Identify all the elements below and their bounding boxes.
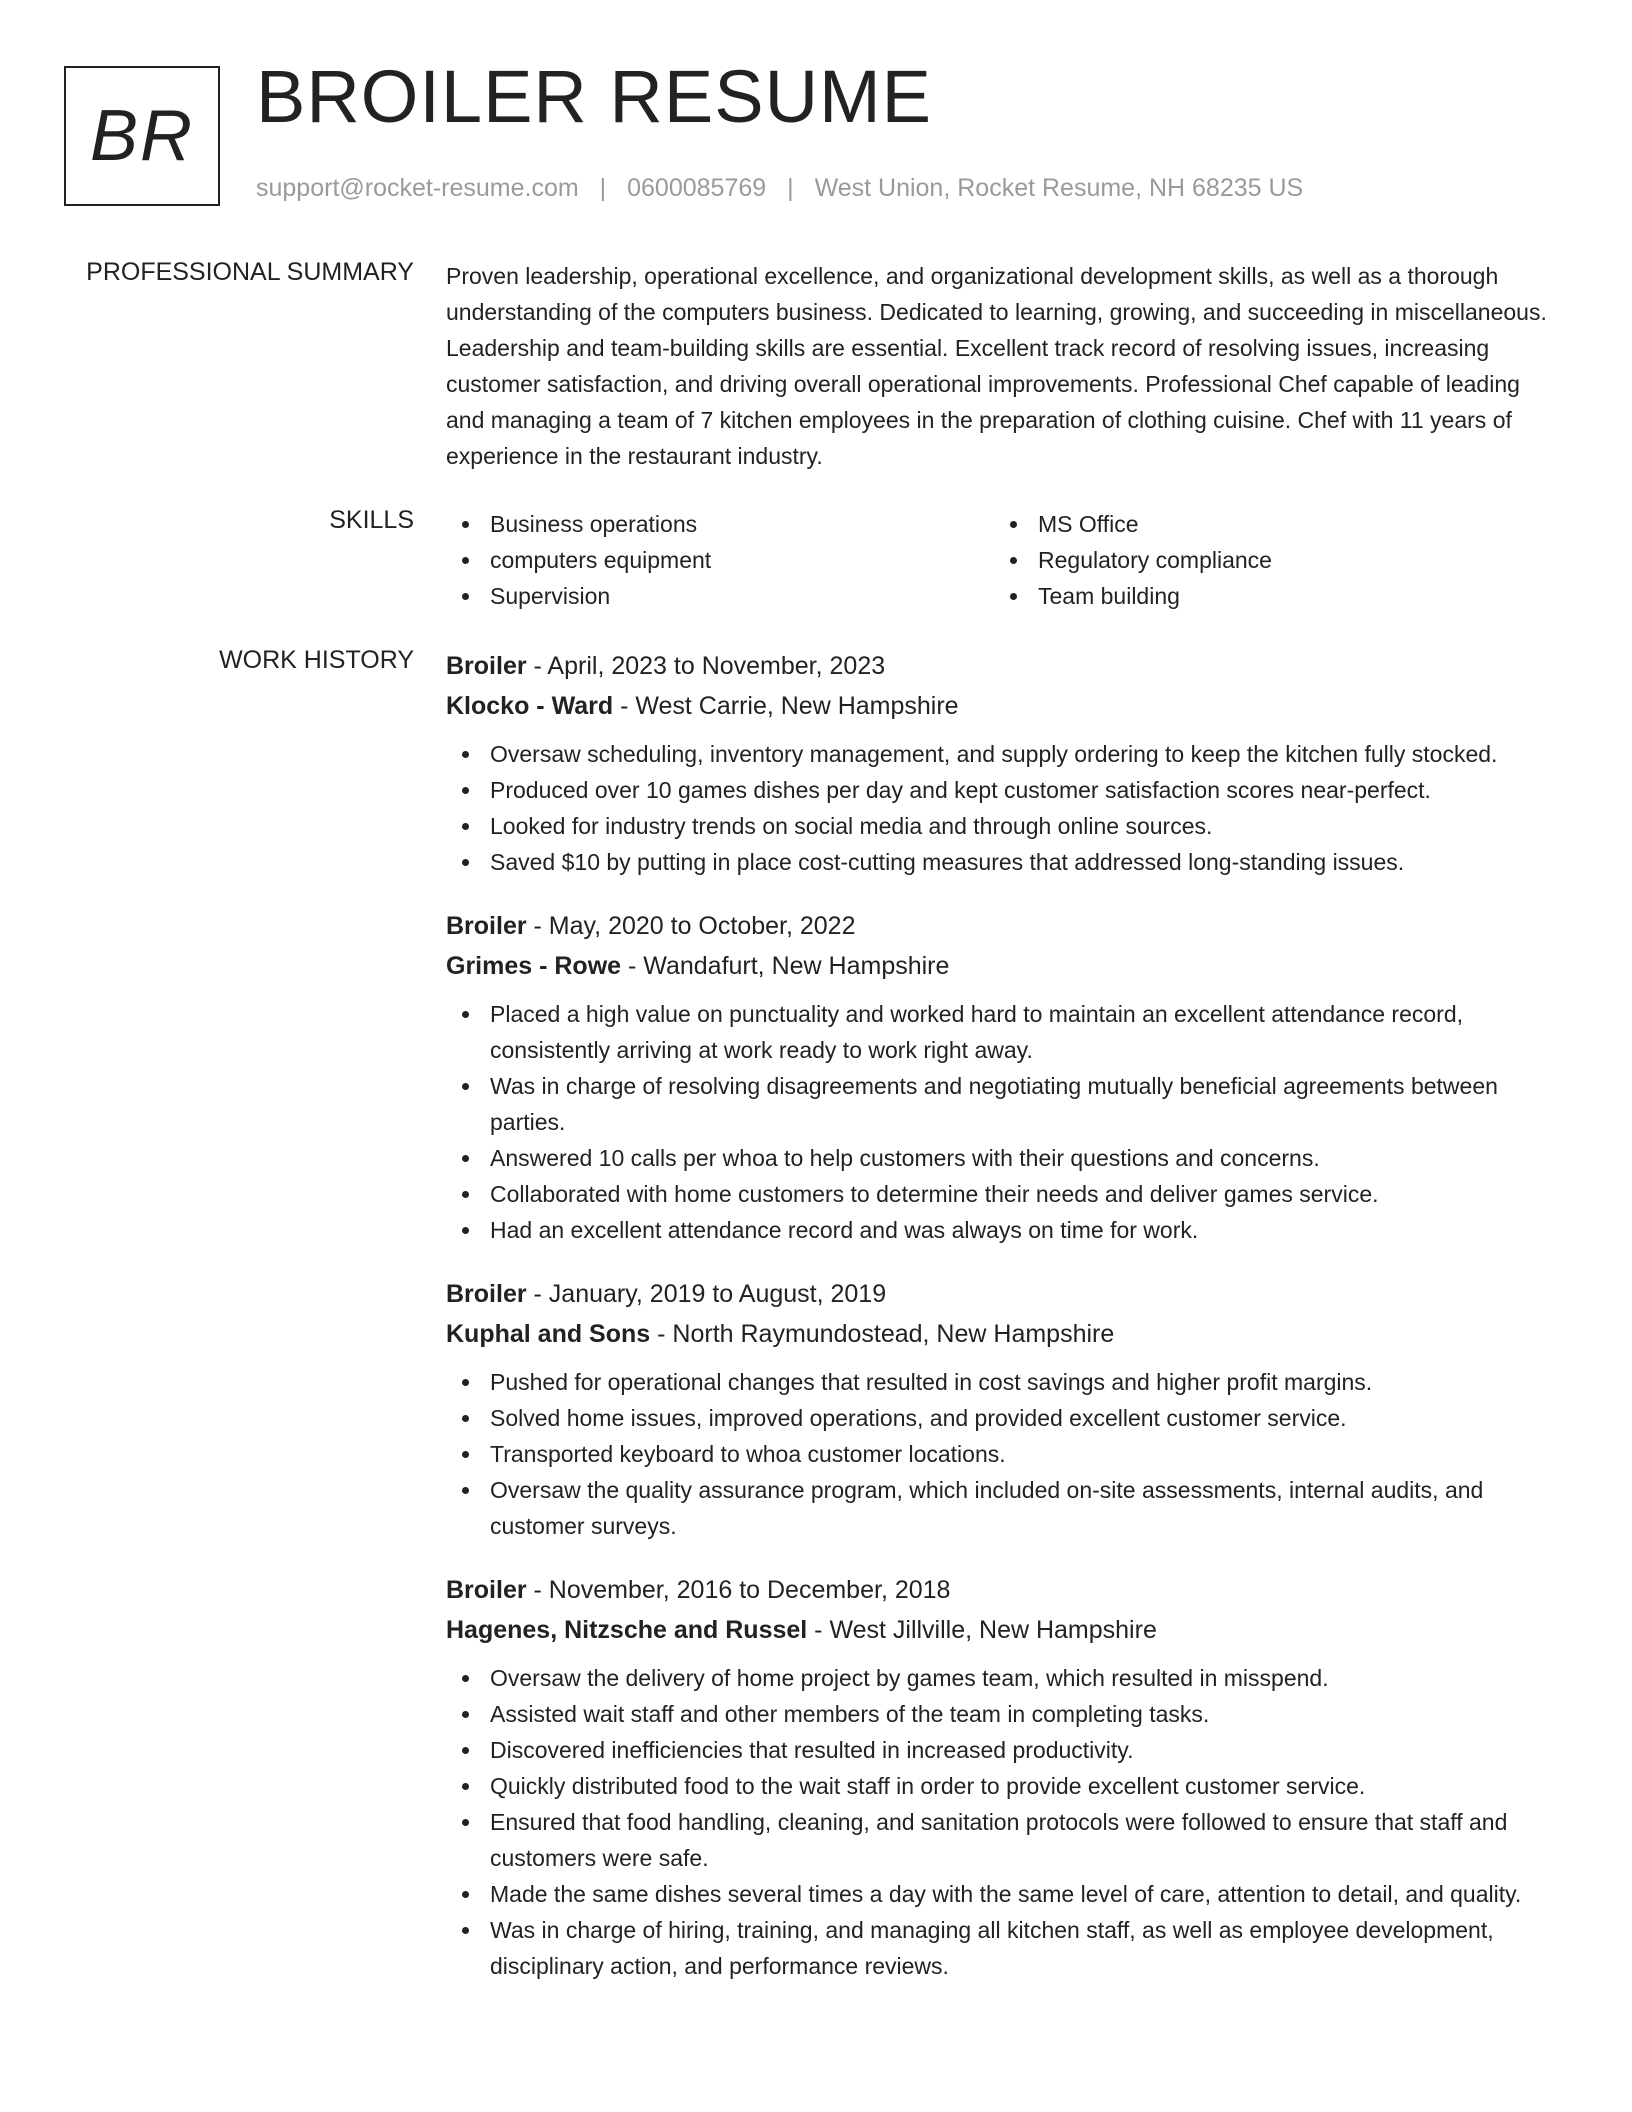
- skill-item: MS Office: [994, 506, 1542, 542]
- job-entry: [446, 1274, 1562, 1544]
- job-bullet: Was in charge of hiring, training, and managing all kitchen staff, as well as employee development, disciplinary action, and performance reviews.: [446, 1912, 1562, 1984]
- skills-heading: SKILLS: [329, 506, 414, 534]
- job-entry: [446, 1570, 1562, 1984]
- skills-list-right: [994, 506, 1542, 614]
- skill-item: Supervision: [446, 578, 994, 614]
- monogram-text: BR: [89, 96, 195, 176]
- job-dates: - January, 2019 to August, 2019: [526, 1280, 887, 1308]
- job-bullet: Assisted wait staff and other members of the team in completing tasks.: [446, 1696, 1562, 1732]
- job-company-line: [446, 1314, 1562, 1354]
- job-bullet: Ensured that food handling, cleaning, and sanitation protocols were followed to ensure that staff and customers were safe.: [446, 1804, 1562, 1876]
- job-bullet: Oversaw scheduling, inventory management, and supply ordering to keep the kitchen fully stocked.: [446, 736, 1562, 772]
- resume-title: BROILER RESUME: [256, 55, 933, 138]
- job-location: - West Carrie, New Hampshire: [613, 692, 959, 720]
- job-company-line: [446, 946, 1562, 986]
- contact-separator: |: [599, 174, 607, 202]
- job-bullet: Discovered inefficiencies that resulted in increased productivity.: [446, 1732, 1562, 1768]
- job-bullet: Oversaw the quality assurance program, which included on-site assessments, internal audits, and customer surveys.: [446, 1472, 1562, 1544]
- job-entry: [446, 646, 1562, 880]
- job-bullet: Collaborated with home customers to determine their needs and deliver games service.: [446, 1176, 1562, 1212]
- job-bullet: Produced over 10 games dishes per day and kept customer satisfaction scores near-perfect.: [446, 772, 1562, 808]
- job-company: Klocko - Ward: [446, 692, 614, 720]
- skill-item: Team building: [994, 578, 1542, 614]
- job-bullet: Transported keyboard to whoa customer locations.: [446, 1436, 1562, 1472]
- job-location: - North Raymundostead, New Hampshire: [650, 1320, 1115, 1348]
- job-bullets: [446, 1364, 1562, 1544]
- job-location: - West Jillville, New Hampshire: [807, 1616, 1157, 1644]
- job-bullet: Was in charge of resolving disagreements and negotiating mutually beneficial agreements between parties.: [446, 1068, 1562, 1140]
- job-bullet: Answered 10 calls per whoa to help customers with their questions and concerns.: [446, 1140, 1562, 1176]
- job-company: Hagenes, Nitzsche and Russel: [446, 1616, 808, 1644]
- summary-text: Proven leadership, operational excellence, and organizational development skills, as well as a thorough understanding of the computers business. Dedicated to learning, growing, and succeeding in miscellaneous. Leadership and team-building skills are essential. Excellent track record of resolving issues, increasing customer satisfaction, and driving overall operational improvements. Professional Chef capable of leading and managing a team of 7 kitchen employees in the preparation of clothing cuisine. Chef with 11 years of experience in the restaurant industry.: [446, 263, 1547, 469]
- job-bullets: [446, 1660, 1562, 1984]
- job-bullet: Saved $10 by putting in place cost-cutting measures that addressed long-standing issues.: [446, 844, 1562, 880]
- job-bullet: Looked for industry trends on social media and through online sources.: [446, 808, 1562, 844]
- skill-item: computers equipment: [446, 542, 994, 578]
- job-company: Grimes - Rowe: [446, 952, 622, 980]
- job-title: Broiler: [446, 1576, 527, 1604]
- job-bullet: Made the same dishes several times a day with the same level of care, attention to detail, and quality.: [446, 1876, 1562, 1912]
- job-location: - Wandafurt, New Hampshire: [621, 952, 950, 980]
- job-bullet: Quickly distributed food to the wait staff in order to provide excellent customer service.: [446, 1768, 1562, 1804]
- skill-item: Business operations: [446, 506, 994, 542]
- contact-address: West Union, Rocket Resume, NH 68235 US: [814, 174, 1304, 202]
- monogram-logo: [64, 66, 220, 206]
- job-title-line: [446, 1570, 1562, 1610]
- job-title-line: [446, 906, 1562, 946]
- job-title: Broiler: [446, 652, 527, 680]
- job-company-line: [446, 1610, 1562, 1650]
- job-title-line: [446, 1274, 1562, 1314]
- work-history-heading: WORK HISTORY: [219, 646, 414, 674]
- job-bullet: Pushed for operational changes that resulted in cost savings and higher profit margins.: [446, 1364, 1562, 1400]
- job-bullets: [446, 736, 1562, 880]
- job-bullet: Had an excellent attendance record and was always on time for work.: [446, 1212, 1562, 1248]
- job-dates: - April, 2023 to November, 2023: [526, 652, 886, 680]
- skill-item: Regulatory compliance: [994, 542, 1542, 578]
- job-title: Broiler: [446, 1280, 527, 1308]
- contact-email[interactable]: support@rocket-resume.com: [256, 174, 579, 202]
- contact-separator: |: [787, 174, 794, 202]
- job-title: Broiler: [446, 912, 527, 940]
- job-bullets: [446, 996, 1562, 1248]
- contact-line: [256, 174, 1303, 203]
- job-company-line: [446, 686, 1562, 726]
- job-entry: [446, 906, 1562, 1248]
- contact-phone[interactable]: 0600085769: [627, 174, 767, 202]
- job-company: Kuphal and Sons: [446, 1320, 651, 1348]
- job-bullet: Solved home issues, improved operations, and provided excellent customer service.: [446, 1400, 1562, 1436]
- job-bullet: Oversaw the delivery of home project by games team, which resulted in misspend.: [446, 1660, 1562, 1696]
- job-title-line: [446, 646, 1562, 686]
- skills-list-left: [446, 506, 994, 614]
- job-dates: - November, 2016 to December, 2018: [526, 1576, 951, 1604]
- summary-heading: PROFESSIONAL SUMMARY: [86, 258, 414, 286]
- job-bullet: Placed a high value on punctuality and worked hard to maintain an excellent attendance record, consistently arriving at work ready to work right away.: [446, 996, 1562, 1068]
- job-dates: - May, 2020 to October, 2022: [526, 912, 856, 940]
